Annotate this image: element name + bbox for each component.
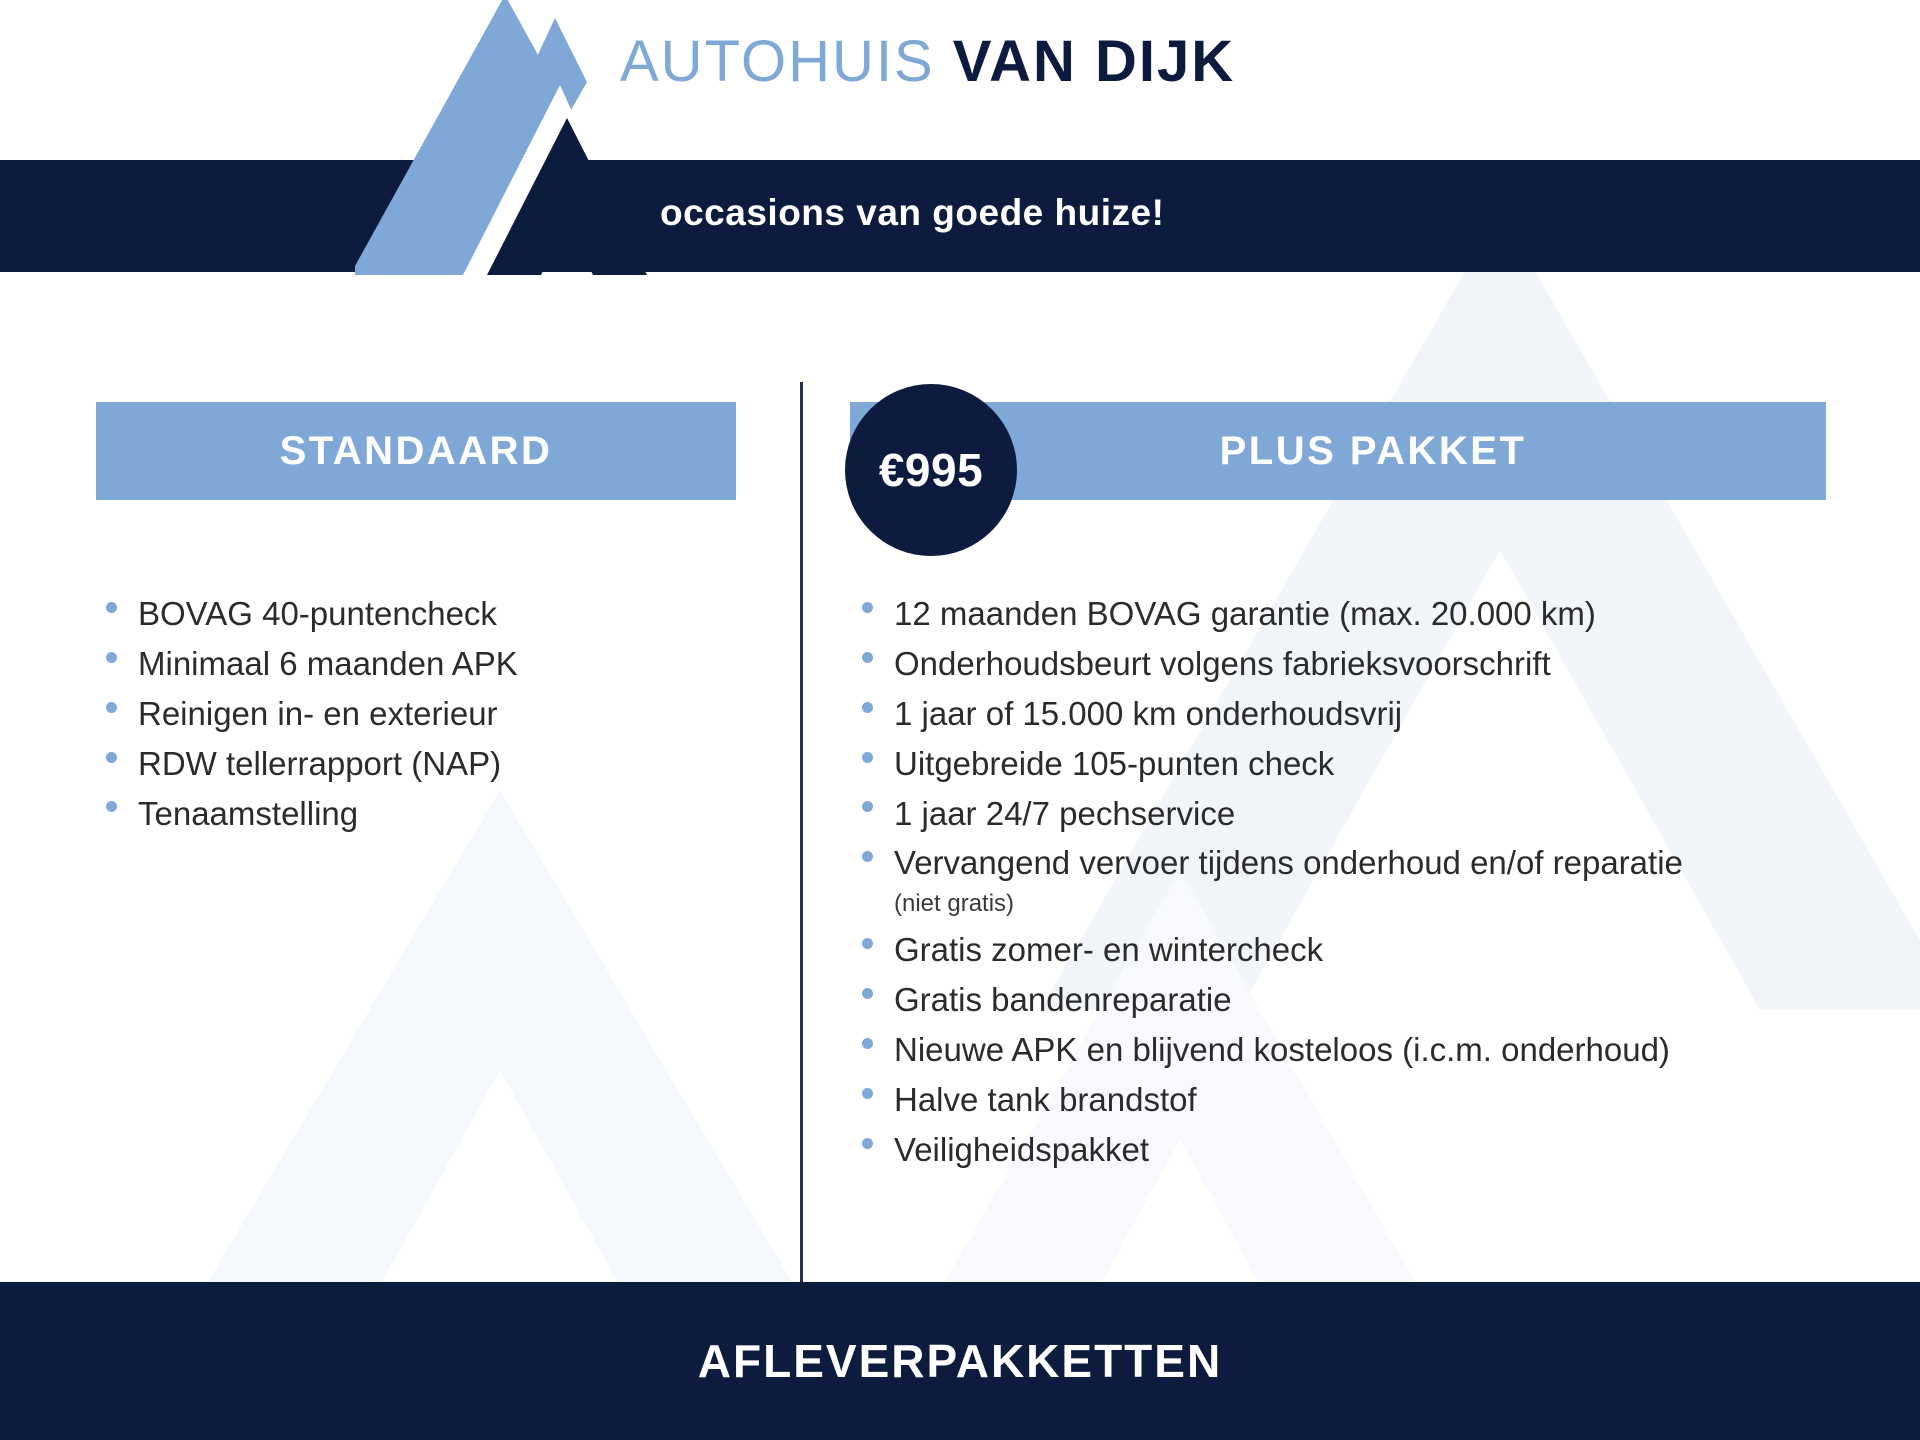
- standaard-title: STANDAARD: [279, 428, 553, 473]
- bullet-icon: [862, 938, 873, 949]
- bullet-icon: [106, 702, 117, 713]
- bullet-icon: [862, 702, 873, 713]
- list-item-label: Tenaamstelling: [138, 794, 359, 832]
- bullet-icon: [862, 1138, 873, 1149]
- list-item-label: Reinigen in- en exterieur: [138, 694, 498, 732]
- list-item-label: Gratis bandenreparatie: [894, 981, 1232, 1019]
- list-item: [852, 1028, 1872, 1072]
- plus-title: PLUS PAKKET: [1219, 428, 1527, 473]
- list-item: [852, 841, 1872, 922]
- list-item-label: Onderhoudsbeurt volgens fabrieksvoorschrift: [894, 644, 1551, 682]
- bullet-icon: [106, 801, 117, 812]
- list-item-label: Veiligheidspakket: [894, 1130, 1150, 1168]
- plus-feature-list: [852, 592, 1872, 1178]
- list-item: [852, 592, 1872, 636]
- bullet-icon: [106, 602, 117, 613]
- price-amount: €995: [878, 444, 984, 496]
- bullet-icon: [862, 801, 873, 812]
- list-item: [852, 642, 1872, 686]
- standaard-feature-list: [96, 592, 756, 841]
- brand-name-dark: VAN DIJK: [952, 29, 1236, 94]
- bullet-icon: [862, 988, 873, 999]
- footer-bar: [0, 1282, 1920, 1440]
- list-item-label: Nieuwe APK en blijvend kosteloos (i.c.m. onderhoud): [894, 1031, 1670, 1068]
- list-item-label: Vervangend vervoer tijdens onderhoud en/of reparatie: [894, 844, 1683, 882]
- bullet-icon: [862, 1088, 873, 1099]
- standaard-header: [96, 402, 736, 500]
- bullet-icon: [106, 752, 117, 763]
- list-item: [852, 928, 1872, 972]
- list-item-label: BOVAG 40-puntencheck: [138, 595, 497, 632]
- list-item: [96, 792, 756, 836]
- list-item: [852, 692, 1872, 736]
- brand-title: [620, 28, 1235, 95]
- list-item: [96, 642, 756, 686]
- list-item: [852, 1128, 1872, 1172]
- list-item: [852, 742, 1872, 786]
- bullet-icon: [106, 652, 117, 663]
- bullet-icon: [862, 1038, 873, 1049]
- list-item-label: Uitgebreide 105-punten check: [894, 744, 1335, 782]
- bullet-icon: [862, 602, 873, 613]
- list-item-label: RDW tellerrapport (NAP): [138, 744, 502, 782]
- brand-name-light: AUTOHUIS: [620, 29, 935, 94]
- header-bar: [0, 0, 1920, 160]
- logo-a-icon: [355, 0, 655, 275]
- list-item-note: (niet gratis): [894, 890, 1015, 918]
- footer-title: AFLEVERPAKKETTEN: [697, 1335, 1223, 1387]
- list-item: [96, 742, 756, 786]
- price-badge: [845, 384, 1017, 556]
- list-item-label: 12 maanden BOVAG garantie (max. 20.000 km): [894, 595, 1596, 632]
- list-item: [852, 792, 1872, 836]
- list-item-label: 1 jaar 24/7 pechservice: [894, 794, 1236, 832]
- list-item: [852, 978, 1872, 1022]
- list-item: [96, 692, 756, 736]
- list-item-label: Minimaal 6 maanden APK: [138, 644, 518, 682]
- packages-section: [0, 272, 1920, 1282]
- list-item-label: Halve tank brandstof: [894, 1080, 1197, 1118]
- tagline-bar: [0, 160, 1920, 272]
- tagline-text: occasions van goede huize!: [660, 192, 1165, 233]
- bullet-icon: [862, 752, 873, 763]
- list-item: [852, 1078, 1872, 1122]
- list-item-label: Gratis zomer- en wintercheck: [894, 931, 1324, 969]
- bullet-icon: [862, 652, 873, 663]
- list-item-label: 1 jaar of 15.000 km onderhoudsvrij: [894, 694, 1403, 732]
- bullet-icon: [862, 851, 873, 862]
- list-item: [96, 592, 756, 636]
